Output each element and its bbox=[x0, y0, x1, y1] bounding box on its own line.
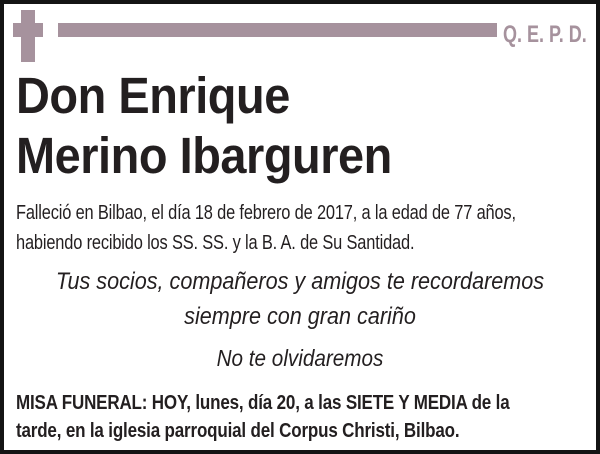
header-rule bbox=[58, 23, 497, 37]
deceased-name-line-2: Merino Ibarguren bbox=[16, 127, 392, 184]
funeral-mass-info bbox=[16, 389, 597, 445]
death-notice-line-1: Falleció en Bilbao, el día 18 de febrero de 2017, a la edad de 77 años, bbox=[16, 202, 516, 224]
deceased-name bbox=[16, 66, 425, 186]
tribute-line-2: siempre con gran cariño bbox=[184, 303, 416, 330]
tribute-paragraph bbox=[4, 264, 596, 334]
tribute-line-1: Tus socios, compañeros y amigos te recordaremos bbox=[55, 268, 545, 295]
death-notice-paragraph bbox=[16, 198, 600, 258]
deceased-name-line-1: Don Enrique bbox=[16, 67, 290, 124]
farewell-line: No te olvidaremos bbox=[216, 345, 384, 371]
death-notice-line-2: habiendo recibido los SS. SS. y la B. A. de Su Santidad. bbox=[16, 232, 415, 254]
funeral-line-1: MISA FUNERAL: HOY, lunes, día 20, a las SIETE Y MEDIA de la bbox=[16, 392, 510, 414]
qepd-label: Q. E. P. D. bbox=[503, 21, 587, 48]
cross-horizontal-bar bbox=[13, 23, 43, 37]
funeral-line-2: tarde, en la iglesia parroquial del Corpus Christi, Bilbao. bbox=[16, 420, 460, 442]
